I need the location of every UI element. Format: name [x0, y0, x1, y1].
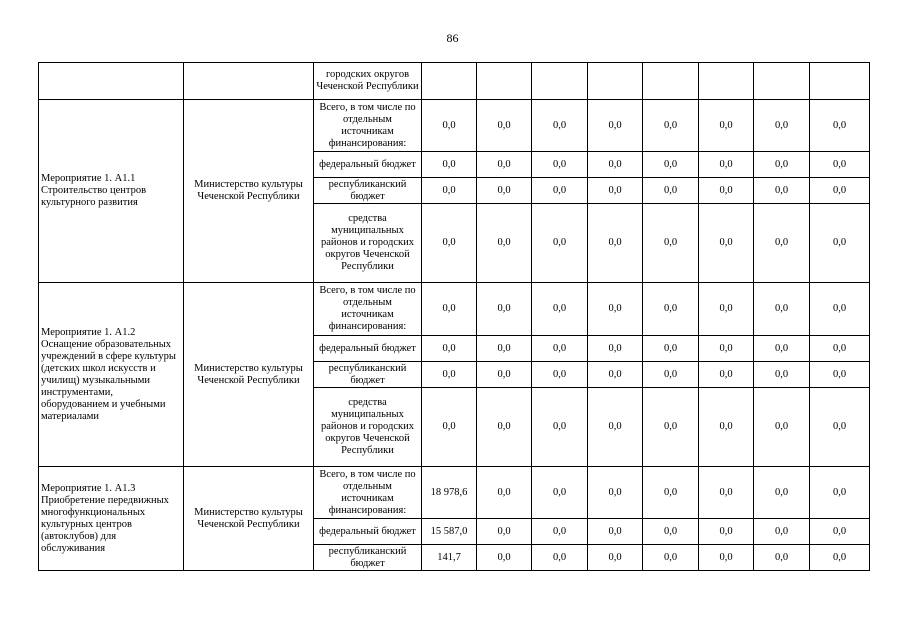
amount-cell: 0,0: [422, 388, 477, 467]
amount-cell: 0,0: [588, 467, 643, 519]
funding-source-cell: республиканский бюджет: [314, 178, 422, 204]
event-name-cell: [39, 63, 184, 100]
amount-cell: 0,0: [477, 152, 532, 178]
amount-cell: [477, 63, 532, 100]
budget-table: [38, 62, 870, 571]
amount-cell: 18 978,6: [422, 467, 477, 519]
amount-cell: 0,0: [643, 388, 699, 467]
amount-cell: 0,0: [699, 467, 754, 519]
amount-cell: 0,0: [810, 388, 870, 467]
amount-cell: 0,0: [810, 467, 870, 519]
funding-source-cell: федеральный бюджет: [314, 336, 422, 362]
amount-cell: 0,0: [477, 283, 532, 336]
funding-source-cell: Всего, в том числе по отдельным источникам финансирования:: [314, 283, 422, 336]
amount-cell: 0,0: [422, 152, 477, 178]
amount-cell: 0,0: [532, 152, 588, 178]
amount-cell: 0,0: [754, 178, 810, 204]
amount-cell: 0,0: [477, 204, 532, 283]
amount-cell: 0,0: [532, 519, 588, 545]
amount-cell: 0,0: [588, 362, 643, 388]
amount-cell: 0,0: [810, 100, 870, 152]
amount-cell: 0,0: [810, 362, 870, 388]
amount-cell: 0,0: [532, 204, 588, 283]
amount-cell: 0,0: [588, 283, 643, 336]
amount-cell: 0,0: [477, 388, 532, 467]
amount-cell: 0,0: [699, 362, 754, 388]
amount-cell: 0,0: [699, 178, 754, 204]
amount-cell: 0,0: [754, 545, 810, 571]
funding-source-cell: средства муниципальных районов и городских округов Чеченской Республики: [314, 388, 422, 467]
amount-cell: 0,0: [699, 519, 754, 545]
amount-cell: 0,0: [422, 283, 477, 336]
amount-cell: 0,0: [477, 467, 532, 519]
event-name-cell: Мероприятие 1. А1.2 Оснащение образовательных учреждений в сфере культуры (детских школ искусств и училищ) музыкальными инструментами, оборудованием и учебными материалами: [39, 283, 184, 467]
amount-cell: 141,7: [422, 545, 477, 571]
amount-cell: 0,0: [810, 178, 870, 204]
amount-cell: 0,0: [810, 283, 870, 336]
amount-cell: 0,0: [699, 545, 754, 571]
amount-cell: 0,0: [643, 336, 699, 362]
amount-cell: 0,0: [699, 336, 754, 362]
table-row-group-start: [39, 63, 870, 100]
amount-cell: 15 587,0: [422, 519, 477, 545]
amount-cell: 0,0: [422, 362, 477, 388]
amount-cell: 0,0: [643, 467, 699, 519]
amount-cell: 0,0: [532, 100, 588, 152]
amount-cell: 0,0: [754, 467, 810, 519]
amount-cell: 0,0: [477, 336, 532, 362]
amount-cell: 0,0: [754, 204, 810, 283]
event-name-cell: Мероприятие 1. А1.1 Строительство центров культурного развития: [39, 100, 184, 283]
amount-cell: 0,0: [643, 100, 699, 152]
amount-cell: 0,0: [532, 178, 588, 204]
executor-cell: Министерство культуры Чеченской Республики: [184, 100, 314, 283]
amount-cell: 0,0: [754, 388, 810, 467]
amount-cell: 0,0: [643, 152, 699, 178]
executor-cell: Министерство культуры Чеченской Республики: [184, 283, 314, 467]
executor-cell: [184, 63, 314, 100]
amount-cell: 0,0: [532, 388, 588, 467]
amount-cell: 0,0: [477, 100, 532, 152]
amount-cell: 0,0: [810, 152, 870, 178]
amount-cell: [699, 63, 754, 100]
funding-source-cell: республиканский бюджет: [314, 545, 422, 571]
amount-cell: 0,0: [754, 519, 810, 545]
amount-cell: 0,0: [754, 100, 810, 152]
amount-cell: 0,0: [477, 519, 532, 545]
amount-cell: 0,0: [643, 283, 699, 336]
amount-cell: 0,0: [532, 362, 588, 388]
page-number: 86: [446, 31, 459, 45]
amount-cell: 0,0: [643, 545, 699, 571]
amount-cell: 0,0: [754, 336, 810, 362]
amount-cell: [754, 63, 810, 100]
amount-cell: 0,0: [588, 100, 643, 152]
amount-cell: 0,0: [422, 178, 477, 204]
amount-cell: 0,0: [643, 362, 699, 388]
amount-cell: 0,0: [588, 388, 643, 467]
amount-cell: 0,0: [532, 545, 588, 571]
amount-cell: 0,0: [477, 178, 532, 204]
funding-source-cell: Всего, в том числе по отдельным источникам финансирования:: [314, 100, 422, 152]
amount-cell: 0,0: [643, 519, 699, 545]
amount-cell: 0,0: [810, 519, 870, 545]
amount-cell: [422, 63, 477, 100]
amount-cell: 0,0: [810, 336, 870, 362]
amount-cell: [810, 63, 870, 100]
amount-cell: 0,0: [754, 152, 810, 178]
amount-cell: 0,0: [643, 204, 699, 283]
funding-source-cell: городских округов Чеченской Республики: [314, 63, 422, 100]
event-name-cell: Мероприятие 1. А1.3 Приобретение передвижных многофункциональных культурных центров (автоклубов) для обслуживания: [39, 467, 184, 571]
table-row-group-start: [39, 283, 870, 336]
funding-source-cell: Всего, в том числе по отдельным источникам финансирования:: [314, 467, 422, 519]
amount-cell: 0,0: [477, 545, 532, 571]
amount-cell: 0,0: [588, 152, 643, 178]
amount-cell: 0,0: [588, 545, 643, 571]
amount-cell: 0,0: [588, 519, 643, 545]
amount-cell: 0,0: [588, 336, 643, 362]
funding-source-cell: федеральный бюджет: [314, 152, 422, 178]
amount-cell: 0,0: [422, 204, 477, 283]
amount-cell: 0,0: [810, 204, 870, 283]
amount-cell: 0,0: [477, 362, 532, 388]
amount-cell: 0,0: [588, 178, 643, 204]
amount-cell: 0,0: [532, 467, 588, 519]
funding-source-cell: средства муниципальных районов и городских округов Чеченской Республики: [314, 204, 422, 283]
amount-cell: [588, 63, 643, 100]
amount-cell: 0,0: [699, 388, 754, 467]
amount-cell: 0,0: [422, 336, 477, 362]
table-row-group-start: [39, 100, 870, 152]
funding-source-cell: республиканский бюджет: [314, 362, 422, 388]
amount-cell: 0,0: [532, 283, 588, 336]
amount-cell: [532, 63, 588, 100]
amount-cell: 0,0: [588, 204, 643, 283]
amount-cell: 0,0: [532, 336, 588, 362]
amount-cell: [643, 63, 699, 100]
amount-cell: 0,0: [810, 545, 870, 571]
amount-cell: 0,0: [699, 100, 754, 152]
amount-cell: 0,0: [699, 283, 754, 336]
funding-source-cell: федеральный бюджет: [314, 519, 422, 545]
table-row-group-start: [39, 467, 870, 519]
executor-cell: Министерство культуры Чеченской Республики: [184, 467, 314, 571]
amount-cell: 0,0: [699, 152, 754, 178]
amount-cell: 0,0: [754, 362, 810, 388]
amount-cell: 0,0: [643, 178, 699, 204]
amount-cell: 0,0: [754, 283, 810, 336]
amount-cell: 0,0: [422, 100, 477, 152]
amount-cell: 0,0: [699, 204, 754, 283]
